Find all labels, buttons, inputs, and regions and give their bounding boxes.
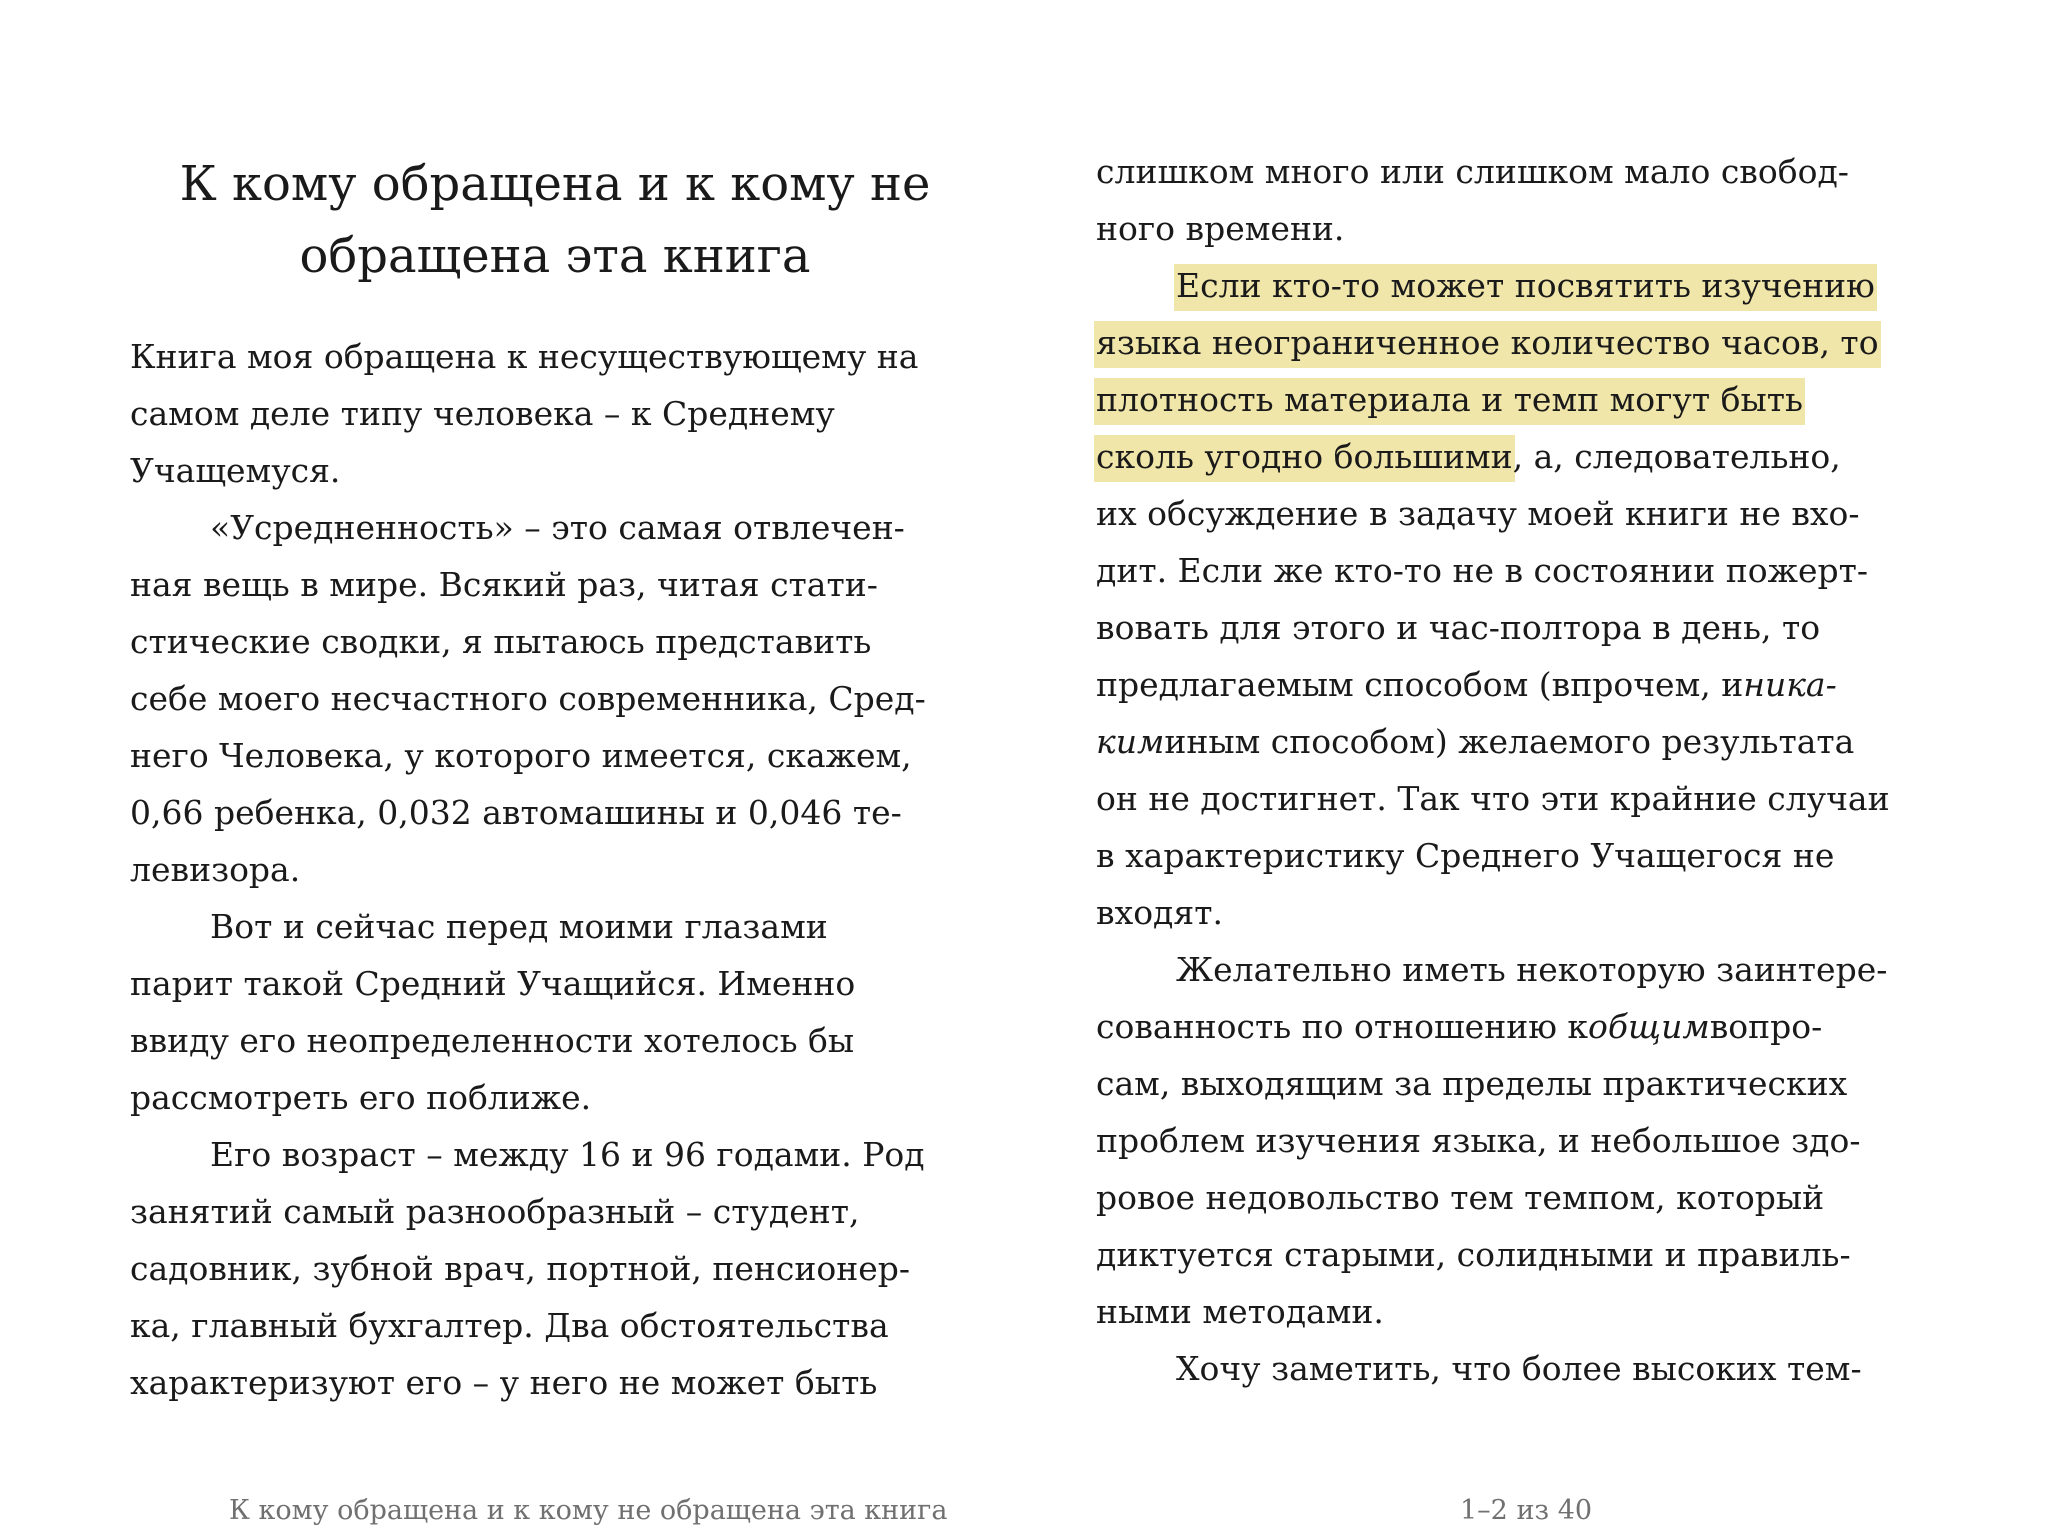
text-line[interactable]: проблем изучения языка, и небольшое здо- — [1096, 1121, 1861, 1160]
text-line[interactable]: ная вещь в мире. Всякий раз, читая стати- — [130, 565, 878, 604]
text-line[interactable]: он не достигнет. Так что эти крайние случаи — [1096, 779, 1890, 818]
chapter-title-line: обращена эта книга — [299, 228, 811, 284]
text-line[interactable]: вовать для этого и час-полтора в день, то — [1096, 608, 1821, 647]
chapter-title — [130, 148, 980, 292]
highlighted-passage[interactable]: языка неограниченное количество часов, то — [1094, 321, 1881, 368]
text-line[interactable]: Учащемуся. — [130, 451, 341, 490]
italic-fragment[interactable]: общим — [1588, 1007, 1710, 1046]
text-line[interactable]: ными методами. — [1096, 1292, 1384, 1331]
text-line[interactable]: в характеристику Среднего Учащегося не — [1096, 836, 1835, 875]
text-line[interactable]: садовник, зубной врач, портной, пенсионер- — [130, 1249, 911, 1288]
text-fragment[interactable]: , а, следовательно, — [1512, 437, 1841, 476]
text-line — [1096, 713, 1946, 770]
text-fragment[interactable]: вопро- — [1709, 1007, 1823, 1046]
text-line[interactable]: дит. Если же кто-то не в состоянии пожерт- — [1096, 551, 1869, 590]
text-line[interactable]: Книга моя обращена к несуществующему на — [130, 337, 919, 376]
text-line[interactable]: левизора. — [130, 850, 301, 889]
highlighted-passage[interactable]: сколь угодно большими — [1094, 435, 1515, 482]
text-line[interactable]: стические сводки, я пытаюсь представить — [130, 622, 872, 661]
left-page-body — [130, 328, 980, 1411]
text-line[interactable]: их обсуждение в задачу моей книги не вхо- — [1096, 494, 1860, 533]
text-fragment[interactable]: предлагаемым способом (впрочем, и — [1096, 665, 1744, 704]
text-line[interactable]: характеризуют его – у него не может быть — [130, 1363, 878, 1402]
text-fragment[interactable]: сованность по отношению к — [1096, 1007, 1589, 1046]
text-line[interactable]: ровое недовольство тем темпом, который — [1096, 1178, 1825, 1217]
text-line[interactable]: Хочу заметить, что более высоких тем- — [1176, 1349, 1862, 1388]
text-line[interactable]: Вот и сейчас перед моими глазами — [210, 907, 828, 946]
footer-page-indicator: 1–2 из 40 — [1460, 1495, 1593, 1526]
text-line[interactable]: Желательно иметь некоторую заинтере- — [1176, 950, 1888, 989]
text-line[interactable]: ка, главный бухгалтер. Два обстоятельства — [130, 1306, 889, 1345]
text-line[interactable]: диктуется старыми, солидными и правиль- — [1096, 1235, 1851, 1274]
text-line[interactable]: самом деле типу человека – к Среднему — [130, 394, 835, 433]
text-line[interactable]: себе моего несчастного современника, Сред- — [130, 679, 926, 718]
left-page — [130, 0, 980, 1536]
text-fragment[interactable]: иным способом) желаемого результата — [1164, 722, 1855, 761]
text-line[interactable]: ввиду его неопределенности хотелось бы — [130, 1021, 855, 1060]
text-line — [1096, 371, 1946, 428]
highlighted-passage[interactable]: плотность материала и темп могут быть — [1094, 378, 1805, 425]
text-line[interactable]: парит такой Средний Учащийся. Именно — [130, 964, 856, 1003]
text-line[interactable]: занятий самый разнообразный – студент, — [130, 1192, 860, 1231]
right-page — [1096, 0, 1946, 1536]
text-line[interactable]: 0,66 ребенка, 0,032 автомашины и 0,046 те- — [130, 793, 902, 832]
text-line[interactable]: слишком много или слишком мало свобод- — [1096, 152, 1849, 191]
italic-fragment[interactable]: ника- — [1743, 665, 1837, 704]
text-line — [1096, 428, 1946, 485]
text-line[interactable]: сам, выходящим за пределы практических — [1096, 1064, 1848, 1103]
text-line — [1096, 314, 1946, 371]
text-line[interactable]: «Усредненность» – это самая отвлечен- — [210, 508, 905, 547]
text-line[interactable]: входят. — [1096, 893, 1223, 932]
chapter-title-line: К кому обращена и к кому не — [179, 156, 931, 212]
footer-chapter-name[interactable]: К кому обращена и к кому не обращена эта книга — [229, 1495, 948, 1526]
right-page-body — [1096, 143, 1946, 1397]
text-line — [1096, 656, 1946, 713]
text-line — [1096, 257, 1946, 314]
highlighted-passage[interactable]: Если кто-то может посвятить изучению — [1174, 264, 1877, 311]
text-line — [1096, 998, 1946, 1055]
italic-fragment[interactable]: ким — [1096, 722, 1165, 761]
text-line[interactable]: рассмотреть его поближе. — [130, 1078, 592, 1117]
text-line[interactable]: ного времени. — [1096, 209, 1345, 248]
text-line[interactable]: него Человека, у которого имеется, скажем, — [130, 736, 912, 775]
text-line[interactable]: Его возраст – между 16 и 96 годами. Род — [210, 1135, 925, 1174]
